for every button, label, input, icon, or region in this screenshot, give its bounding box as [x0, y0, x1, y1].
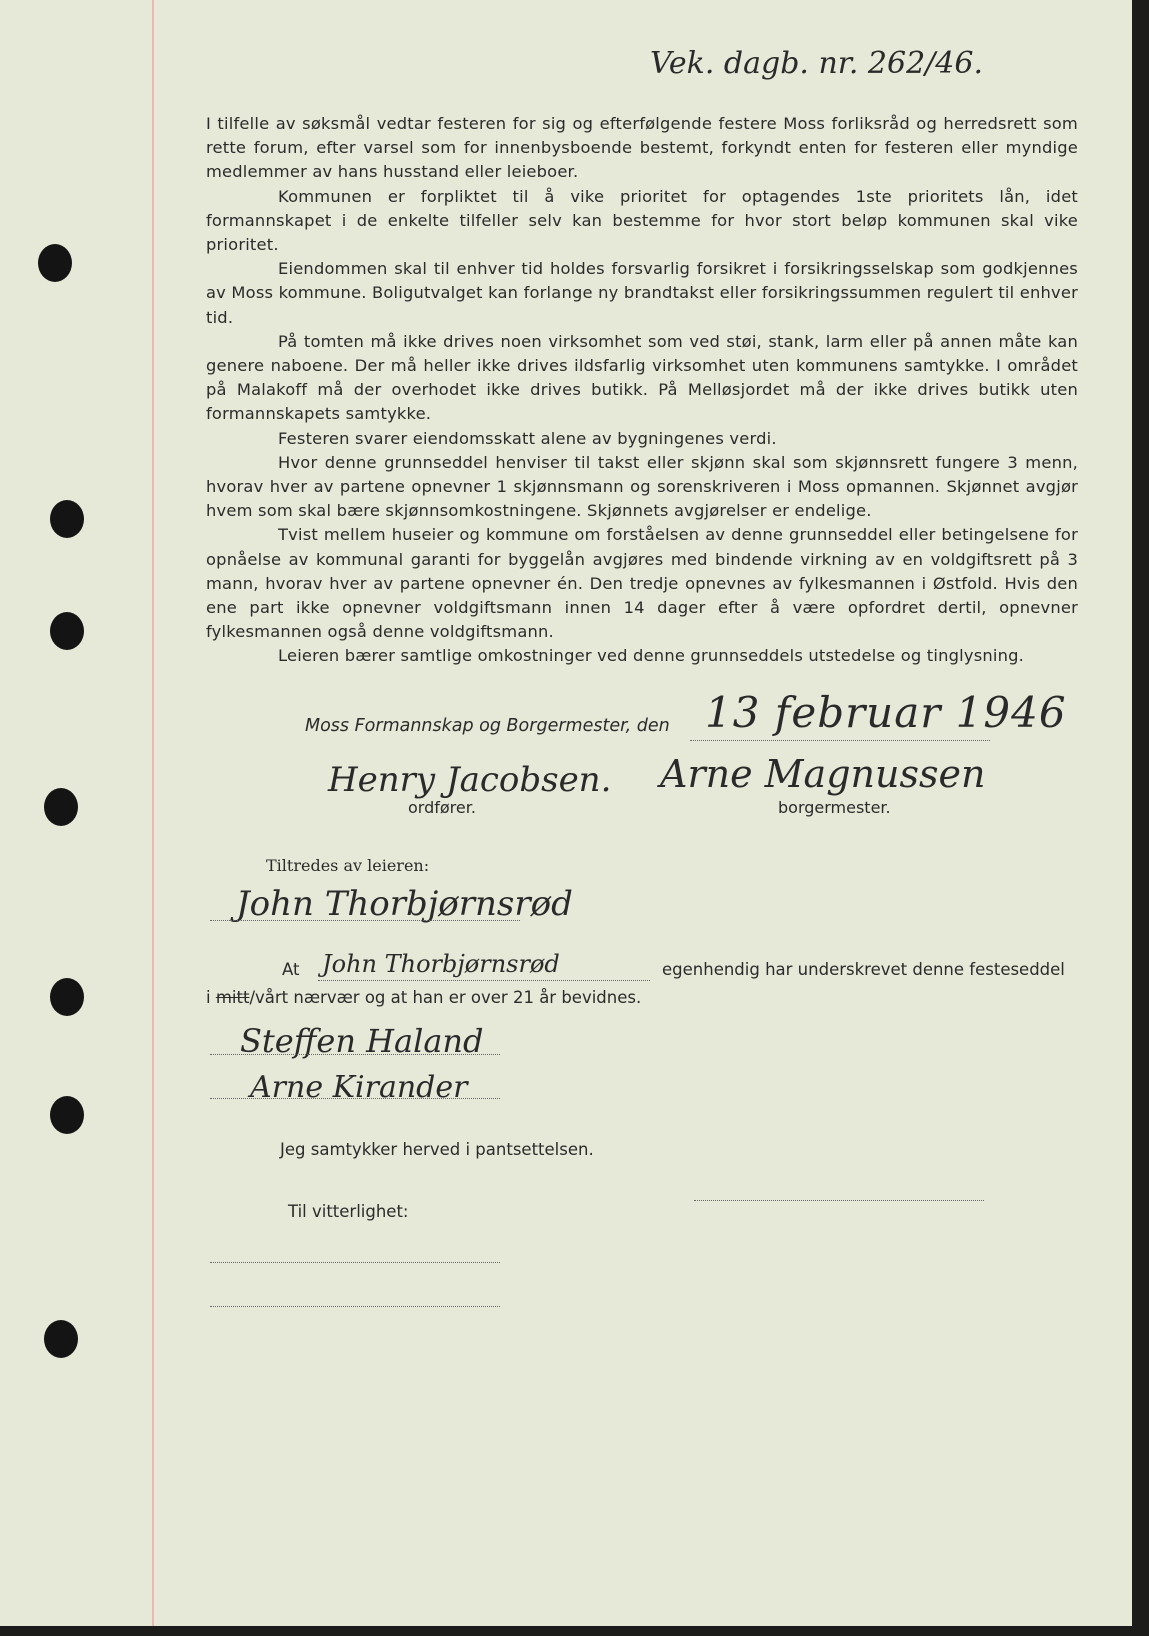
- witness-rest: /vårt nærvær og at han er over 21 år bevidnes.: [249, 988, 642, 1007]
- punch-hole: [50, 500, 84, 538]
- attest-suffix: egenhendig har underskrevet denne festeseddel: [662, 960, 1065, 979]
- punch-hole: [50, 612, 84, 650]
- consent-text: Jeg samtykker herved i pantsettelsen.: [280, 1140, 594, 1159]
- witness1-dotted-line: [210, 1054, 500, 1055]
- witness1-signature: Steffen Haland: [240, 1022, 484, 1060]
- date-handwritten: 13 februar 1946: [705, 688, 1067, 737]
- tenant-dotted-line: [210, 920, 520, 921]
- witness-prefix: i: [206, 988, 211, 1007]
- attest-name: John Thorbjørnsrød: [322, 950, 560, 978]
- chairman-title: ordfører.: [408, 798, 476, 817]
- struck-word: mitt: [215, 988, 250, 1007]
- mayor-title: borgermester.: [778, 798, 891, 817]
- paragraph: Leieren bærer samtlige omkostninger ved denne grunnseddels utstedelse og tinglysning.: [278, 646, 1025, 666]
- attest-dotted-line: [318, 980, 650, 981]
- witness2-signature: Arne Kirander: [250, 1070, 468, 1105]
- chairman-signature: Henry Jacobsen.: [328, 760, 612, 800]
- date-dotted-line: [690, 740, 990, 741]
- mayor-signature: Arne Magnussen: [660, 752, 986, 796]
- punch-hole: [50, 978, 84, 1016]
- paragraph: Festeren svarer eiendomsskatt alene av bygningenes verdi.: [278, 428, 777, 448]
- witness-line-1: [210, 1262, 500, 1263]
- punch-hole: [44, 788, 78, 826]
- paragraph: Eiendommen skal til enhver tid holdes forsvarlig forsikret i forsikringsselskap som godkjennes av Moss kommune. Boligutvalget kan forlange ny brandtakst eller forsikringssummen regulert til enhver tid.: [206, 259, 1078, 327]
- place-line: Moss Formannskap og Borgermester, den: [305, 716, 670, 736]
- punch-hole: [44, 1320, 78, 1358]
- witness-line-2: [210, 1306, 500, 1307]
- terms-text: [206, 112, 1078, 669]
- punch-hole: [38, 244, 72, 282]
- tenant-label: Tiltredes av leieren:: [266, 856, 430, 875]
- paragraph: Kommunen er forpliktet til å vike prioritet for optagendes 1ste prioritets lån, idet formannskapet i de enkelte tilfeller selv kan bestemme for hvor stort beløp kommunen skal vike prioritet.: [206, 186, 1078, 255]
- margin-rule: [152, 0, 154, 1626]
- paragraph: Tvist mellem huseier og kommune om forståelsen av denne grunnseddel eller betingelsene for opnåelse av kommunal garanti for byggelån avgjøres med bindende virkning av en voldgiftsrett på 3 mann, hvorav hver av partene opnevner én. Den tredje opnevnes av fylkesmannen i Østfold. Hvis den ene part ikke opnevner voldgiftsmann innen 14 dager efter å være opfordret dertil, opnevner fylkesmannen også denne voldgiftsmann.: [206, 525, 1078, 642]
- witness2-dotted-line: [210, 1098, 500, 1099]
- attest-prefix: At: [282, 960, 300, 979]
- paragraph: I tilfelle av søksmål vedtar festeren for sig og efterfølgende festere Moss forliksråd og herredsrett som rette forum, efter varsel som for innenbysboende bestemt, forkyndt enten for festeren eller myndige medlemmer av hans husstand eller leieboer.: [206, 114, 1078, 182]
- paragraph: Hvor denne grunnseddel henviser til takst eller skjønn skal som skjønnsrett fungere 3 menn, hvorav hver av partene opnevner 1 skjønnsmann og sorenskriveren i Moss opmannen. Skjønnet avgjør hvem som skal bære skjønnsomkostningene. Skjønnets avgjørelser er endelige.: [206, 452, 1078, 521]
- reference-note: Vek. dagb. nr. 262/46.: [650, 46, 984, 81]
- paragraph: På tomten må ikke drives noen virksomhet som ved støi, stank, larm eller på annen måte kan genere naboene. Der må heller ikke drives ildsfarlig virksomhet uten kommunens samtykke. I området på Malakoff må der overhodet ikke drives butikk. På Melløsjordet må der ikke drives butikk uten formannskapets samtykke.: [206, 331, 1078, 424]
- witness-statement: [206, 988, 641, 1007]
- punch-hole: [50, 1096, 84, 1134]
- tenant-signature: John Thorbjørnsrød: [236, 884, 573, 924]
- witness-label: Til vitterlighet:: [288, 1202, 409, 1221]
- consent-signature-line: [694, 1200, 984, 1201]
